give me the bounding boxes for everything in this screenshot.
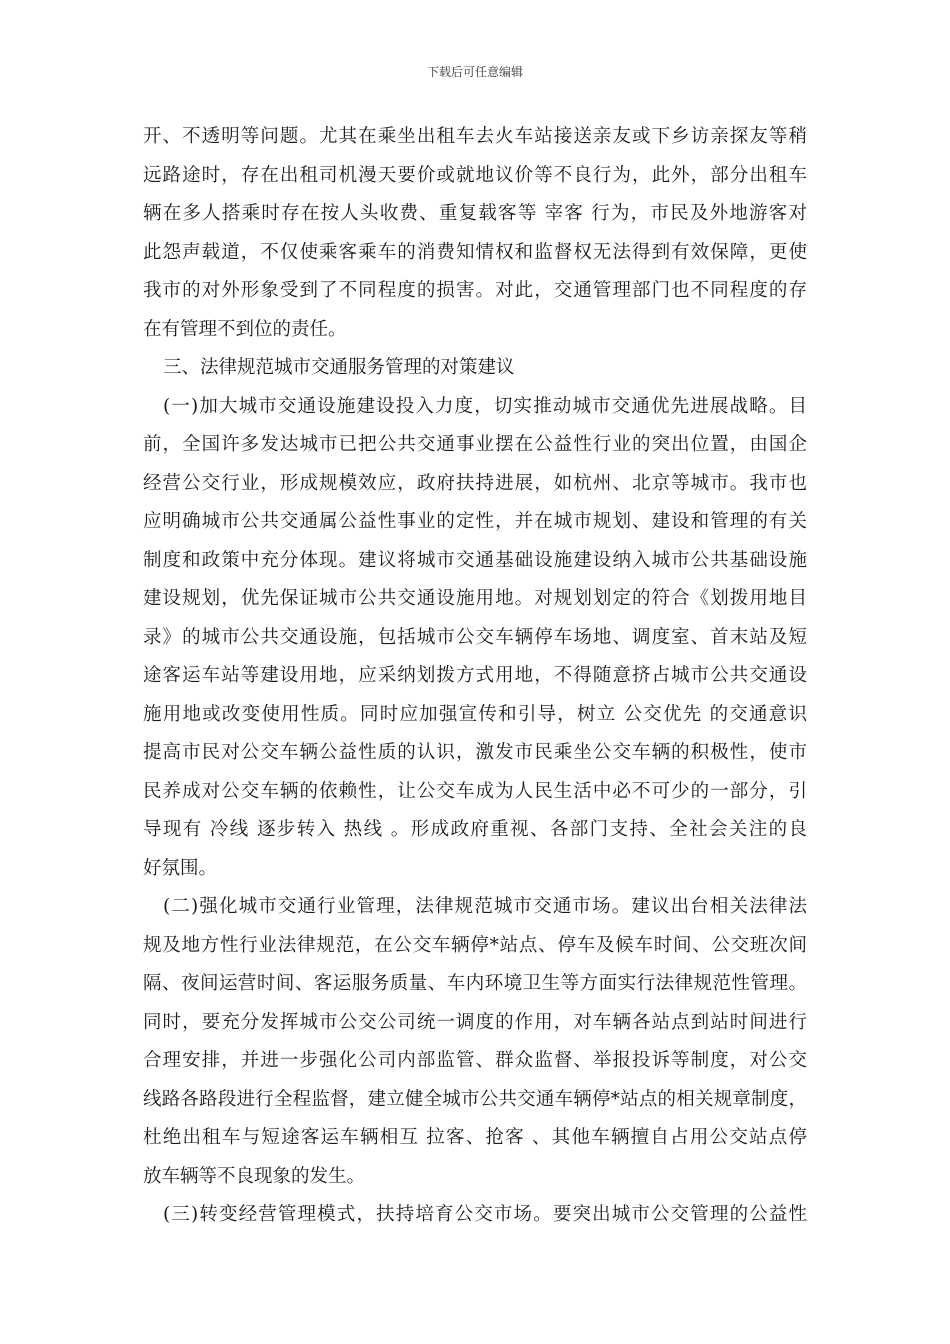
text-line: 经营公交行业，形成规模效应，政府扶持进展，如杭州、北京等城市。我市也: [143, 472, 807, 494]
paragraph-2: [143, 888, 807, 1196]
text-line: 隔、夜间运营时间、客运服务质量、车内环境卫生等方面实行法律规范性管理。: [143, 973, 807, 994]
text-line: (二)强化城市交通行业管理，法律规范城市交通市场。建议出台相关法律法: [163, 896, 807, 917]
paragraph-1: [143, 388, 807, 889]
text-line: 我市的对外形象受到了不同程度的损害。对此，交通管理部门也不同程度的存: [143, 280, 807, 301]
text-line: 导现有 冷线 逐步转入 热线 。形成政府重视、各部门支持、全社会关注的良: [143, 819, 807, 840]
text-line: 线路各路段进行全程监督，建立健全城市公共交通车辆停*站点的相关规章制度，: [143, 1088, 807, 1110]
section-heading-text: 三、法律规范城市交通服务管理的对策建议: [163, 357, 515, 378]
text-line: 开、不透明等问题。尤其在乘坐出租车去火车站接送亲友或下乡访亲探友等稍: [143, 126, 807, 147]
text-line: 施用地或改变使用性质。同时应加强宣传和引导，树立 公交优先 的交通意识: [143, 703, 807, 725]
text-line: (一)加大城市交通设施建设投入力度，切实推动城市交通优先进展战略。目: [163, 395, 807, 417]
text-line: 杜绝出租车与短途客运车辆相互 拉客、抢客 、其他车辆擅自占用公交站点停: [143, 1127, 807, 1148]
document-body: [143, 118, 807, 1235]
text-line: 录》的城市公共交通设施，包括城市公交车辆停车场地、调度室、首末站及短: [143, 626, 807, 648]
text-line: 此怨声载道，不仅使乘客乘车的消费知情权和监督权无法得到有效保障，更使: [143, 241, 807, 263]
text-line: 放车辆等不良现象的发生。: [143, 1165, 366, 1187]
text-line: 规及地方性行业法律规范，在公交车辆停*站点、停车及候车时间、公交班次间: [143, 934, 807, 956]
paragraph-3: [143, 1196, 807, 1235]
section-heading: [143, 349, 807, 388]
text-line: 建设规划，优先保证城市公共交通设施用地。对规划划定的符合《划拨用地目: [143, 588, 807, 609]
page-header-note: 下载后可任意编辑: [426, 65, 523, 79]
text-line: 辆在多人搭乘时存在按人头收费、重复载客等 宰客 行为，市民及外地游客对: [143, 203, 807, 224]
text-line: 应明确城市公共交通属公益性事业的定性，并在城市规划、建设和管理的有关: [143, 511, 807, 532]
text-line: 制度和政策中充分体现。建议将城市交通基础设施建设纳入城市公共基础设施: [143, 549, 807, 571]
text-line: 合理安排，并进一步强化公司内部监管、群众监督、举报投诉等制度，对公交: [143, 1050, 807, 1071]
paragraph-continuation: [143, 118, 807, 349]
text-line: 提高市民对公交车辆公益性质的认识，激发市民乘坐公交车辆的积极性，使市: [143, 742, 807, 763]
text-line: 前，全国许多发达城市已把公共交通事业摆在公益性行业的突出位置，由国企: [143, 434, 807, 455]
text-line: 远路途时，存在出租司机漫天要价或就地议价等不良行为，此外，部分出租车: [143, 164, 807, 186]
text-line: 在有管理不到位的责任。: [143, 318, 347, 340]
text-line: 好氛围。: [143, 857, 218, 879]
text-line: 民养成对公交车辆的依赖性，让公交车成为人民生活中必不可少的一部分，引: [143, 780, 807, 802]
text-line: 途客运车站等建设用地，应采纳划拨方式用地，不得随意挤占城市公共交通设: [143, 665, 807, 686]
text-line: 同时，要充分发挥城市公交公司统一调度的作用，对车辆各站点到站时间进行: [143, 1011, 807, 1033]
text-line: (三)转变经营管理模式，扶持培育公交市场。要突出城市公交管理的公益性: [163, 1204, 807, 1225]
